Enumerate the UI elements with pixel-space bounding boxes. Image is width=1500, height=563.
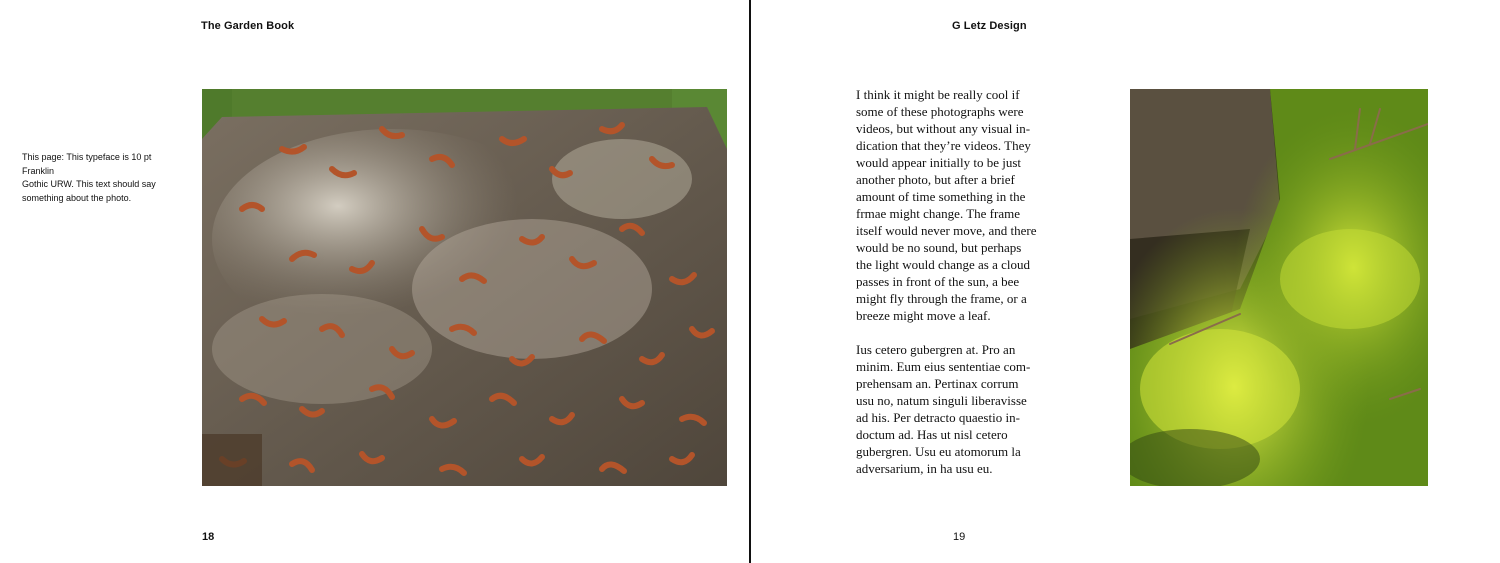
- page-number-left: 18: [202, 531, 215, 543]
- text-line: might fly through the frame, or a: [856, 291, 1027, 306]
- text-line: videos, but without any visual in-: [856, 121, 1031, 136]
- body-text: [856, 86, 1040, 494]
- text-line: passes in front of the sun, a bee: [856, 274, 1020, 289]
- text-line: breeze might move a leaf.: [856, 308, 991, 323]
- caption-line: This page: This typeface is 10 pt Franklin: [22, 152, 152, 176]
- caption-line: something about the photo.: [22, 192, 132, 203]
- text-line: would be no sound, but perhaps: [856, 240, 1022, 255]
- text-line: I think it might be really cool if: [856, 87, 1020, 102]
- text-line: some of these photographs were: [856, 104, 1024, 119]
- text-line: the light would change as a cloud: [856, 257, 1031, 272]
- caption-line: Gothic URW. This text should say: [22, 179, 156, 189]
- text-line: frmae might change. The frame: [856, 206, 1020, 221]
- text-line: another photo, but after a brief: [856, 172, 1015, 187]
- text-line: itself would never move, and there: [856, 223, 1037, 238]
- text-line: adversarium, in ha usu eu.: [856, 461, 993, 476]
- page-number-right: 19: [953, 531, 966, 543]
- paragraph: [856, 341, 1040, 477]
- moss-photo: [1130, 89, 1428, 486]
- text-line: dication that they’re videos. They: [856, 138, 1031, 153]
- text-line: usu no, natum singuli liberavisse: [856, 393, 1027, 408]
- photo-caption: [22, 151, 182, 205]
- stone-catkins-photo: [202, 89, 727, 486]
- text-line: Ius cetero gubergren at. Pro an: [856, 342, 1016, 357]
- text-line: would appear initially to be just: [856, 155, 1021, 170]
- text-line: amount of time something in the: [856, 189, 1026, 204]
- text-line: minim. Eum eius sententiae com-: [856, 359, 1031, 374]
- running-head-left: The Garden Book: [201, 20, 295, 32]
- paragraph: [856, 86, 1040, 324]
- text-line: ad his. Per detracto quaestio in-: [856, 410, 1020, 425]
- running-head-right: G Letz Design: [952, 20, 1027, 32]
- text-line: doctum ad. Has ut nisl cetero: [856, 427, 1008, 442]
- text-line: gubergren. Usu eu atomorum la: [856, 444, 1021, 459]
- text-line: prehensam an. Pertinax corrum: [856, 376, 1019, 391]
- gutter-line: [749, 0, 751, 563]
